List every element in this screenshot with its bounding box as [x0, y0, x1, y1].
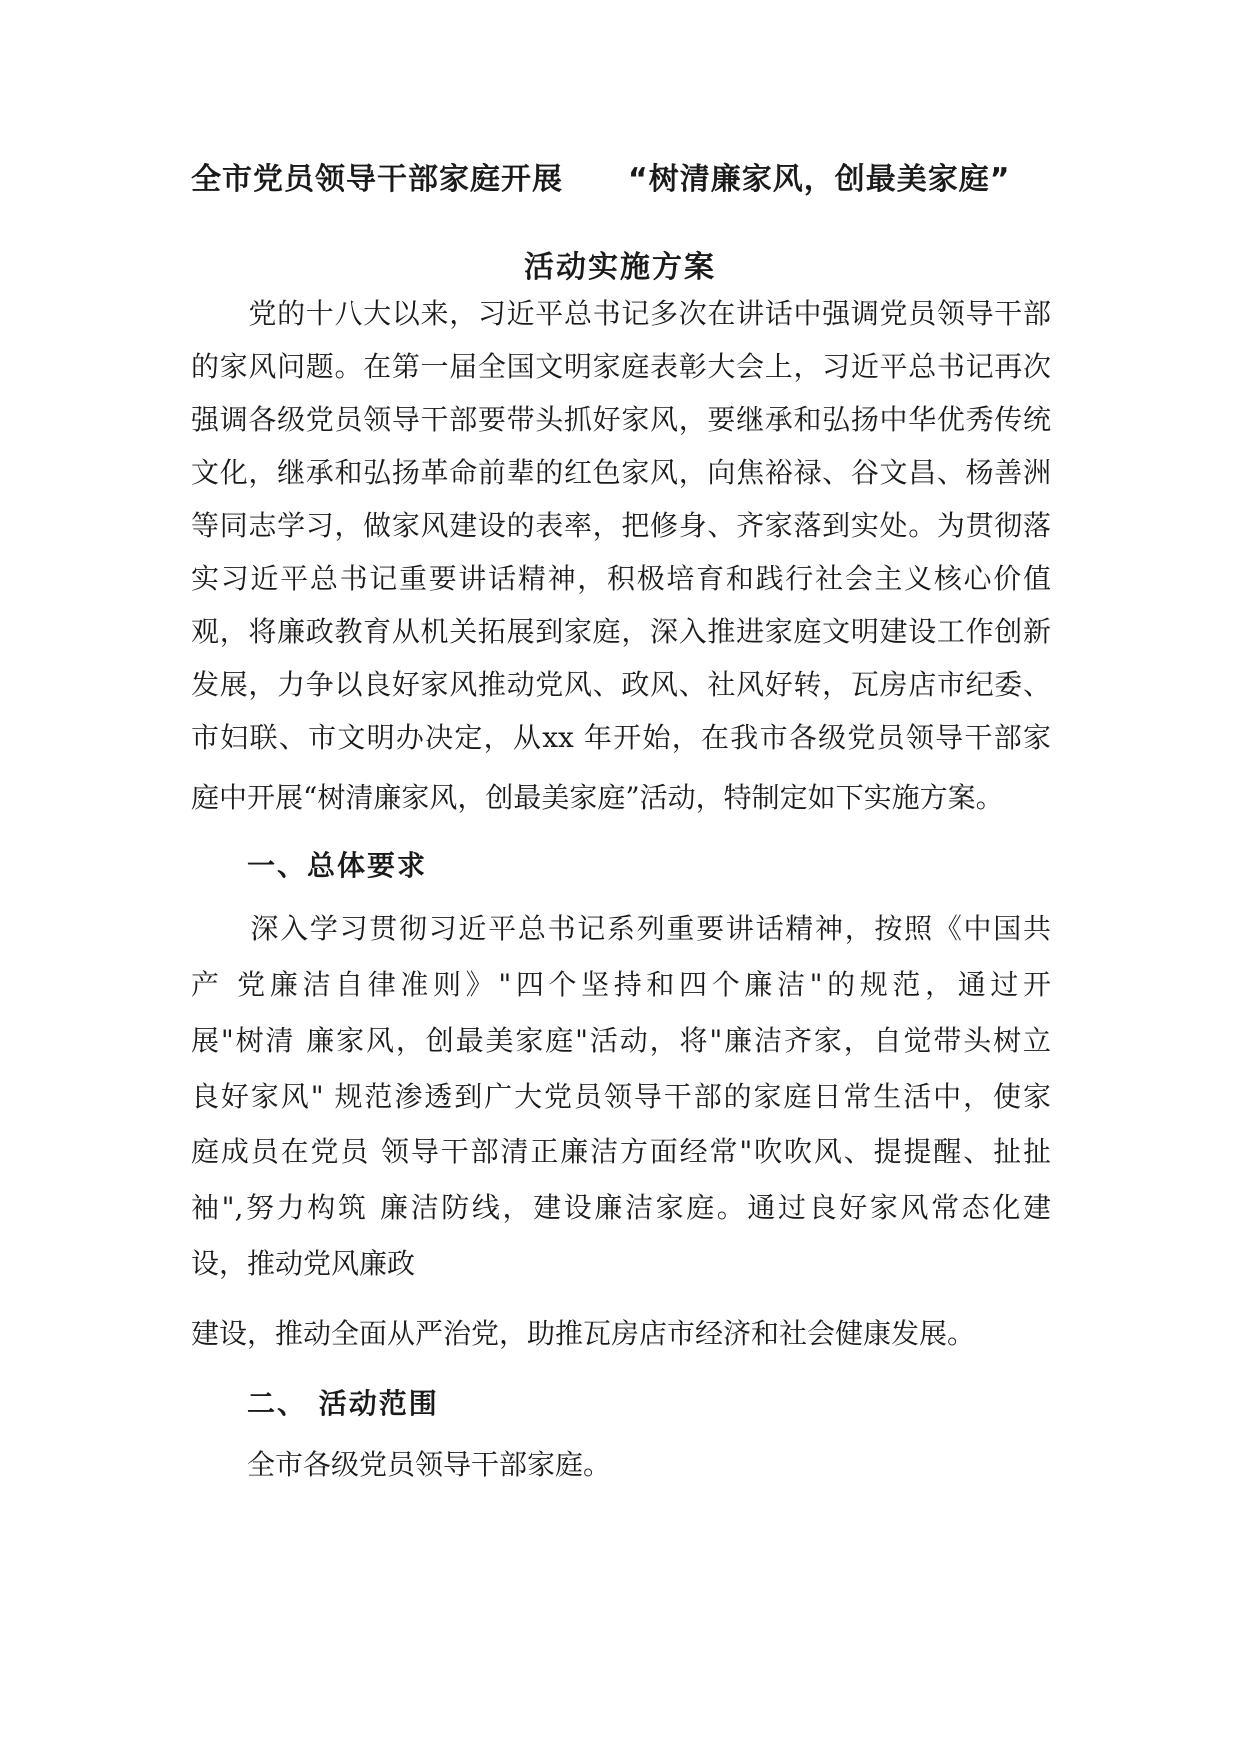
intro-line-10: 庭中开展“树清廉家风，创最美家庭”活动，特制定如下实施方案。 — [191, 781, 1004, 814]
title-part-2: “树清廉家风，创最美家庭” — [628, 162, 1011, 197]
section-1-line-5: 庭成员在党员 领导干部清正廉洁方面经常"吹吹风、提提醒、扯扯 — [191, 1135, 1051, 1168]
intro-line-3: 强调各级党员领导干部要带头抓好家风，要继承和弘扬中华优秀传统 — [191, 403, 1051, 436]
intro-line-1: 党的十八大以来，习近平总书记多次在讲话中强调党员领导干部 — [191, 297, 1051, 330]
section-1-line-7: 设，推动党风廉政 — [191, 1247, 416, 1280]
section-2-heading: 二、 活动范围 — [247, 1387, 439, 1420]
intro-line-7: 观，将廉政教育从机关拓展到家庭，深入推进家庭文明建设工作创新 — [191, 615, 1051, 648]
section-1-line-3: 展"树清 廉家风，创最美家庭"活动，将"廉洁齐家，自觉带头树立 — [191, 1024, 1051, 1057]
section-1-line-6: 袖",努力构筑 廉洁防线，建设廉洁家庭。通过良好家风常态化建 — [191, 1191, 1051, 1224]
intro-line-2: 的家风问题。在第一届全国文明家庭表彰大会上，习近平总书记再次 — [191, 350, 1051, 383]
intro-line-9: 市妇联、市文明办决定，从xx 年开始，在我市各级党员领导干部家 — [191, 721, 1051, 754]
document-title-line-2: 活动实施方案 — [524, 250, 716, 285]
intro-line-6: 实习近平总书记重要讲话精神，积极培育和践行社会主义核心价值 — [191, 562, 1051, 595]
section-1-heading: 一、总体要求 — [247, 849, 428, 882]
section-2-line-1: 全市各级党员领导干部家庭。 — [191, 1448, 612, 1481]
section-1-line-2: 产 党廉洁自律准则》"四个坚持和四个廉洁"的规范，通过开 — [191, 968, 1051, 1001]
section-1-line-8: 建设，推动全面从严治党，助推瓦房店市经济和社会健康发展。 — [191, 1317, 976, 1350]
section-1-line-1: 深入学习贯彻习近平总书记系列重要讲话精神，按照《中国共 — [191, 912, 1051, 945]
intro-line-5: 等同志学习，做家风建设的表率，把修身、齐家落到实处。为贯彻落 — [191, 509, 1051, 542]
section-1-line-4: 良好家风" 规范渗透到广大党员领导干部的家庭日常生活中，使家 — [191, 1080, 1051, 1113]
title-part-1: 全市党员领导干部家庭开展 — [191, 162, 563, 197]
intro-line-8: 发展，力争以良好家风推动党风、政风、社风好转，瓦房店市纪委、 — [191, 668, 1051, 701]
intro-line-4: 文化，继承和弘扬革命前辈的红色家风，向焦裕禄、谷文昌、杨善洲 — [191, 456, 1051, 489]
